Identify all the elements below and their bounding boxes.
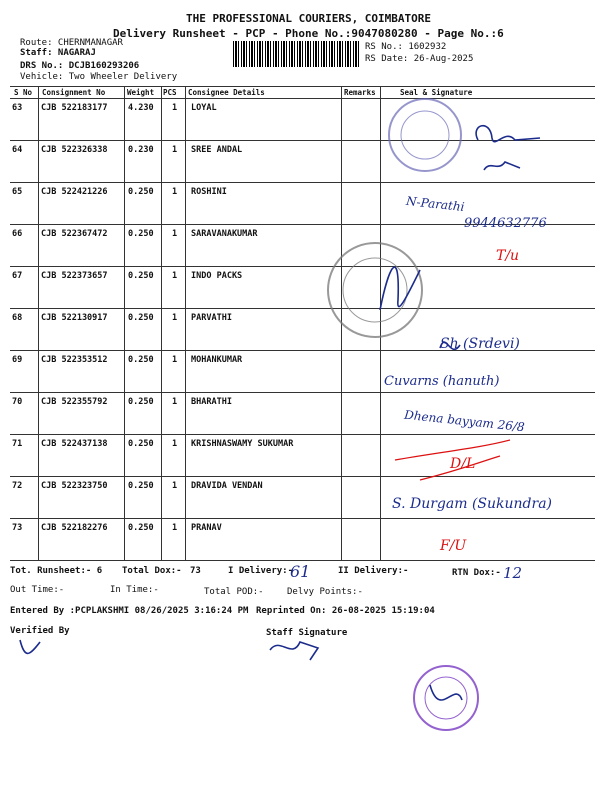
handwriting-phone-66: 9944632776 bbox=[464, 216, 547, 231]
row-consignment: CJB 522353512 bbox=[41, 355, 108, 365]
row-sno: 70 bbox=[12, 397, 23, 407]
row-consignment: CJB 522183177 bbox=[41, 103, 108, 113]
i-delivery-label: I Delivery:- bbox=[228, 566, 294, 576]
col-sno: S No bbox=[14, 88, 33, 97]
ii-delivery-label: II Delivery:- bbox=[338, 566, 409, 576]
row-consignment: CJB 522326338 bbox=[41, 145, 108, 155]
handwriting-name-65: N-Parathi bbox=[405, 193, 466, 215]
row-pcs: 1 bbox=[172, 355, 178, 365]
row-sno: 66 bbox=[12, 229, 23, 239]
staff-signature-label: Staff Signature bbox=[266, 628, 348, 638]
rtn-dox-value: 12 bbox=[503, 564, 523, 582]
row-consignment: CJB 522437138 bbox=[41, 439, 108, 449]
row-sno: 69 bbox=[12, 355, 23, 365]
row-sno: 68 bbox=[12, 313, 23, 323]
row-weight: 0.250 bbox=[128, 187, 154, 197]
row-sno: 71 bbox=[12, 439, 23, 449]
row-consignment: CJB 522182276 bbox=[41, 523, 108, 533]
row-consignment: CJB 522421226 bbox=[41, 187, 108, 197]
row-pcs: 1 bbox=[172, 313, 178, 323]
col-seal-signature: Seal & Signature bbox=[400, 88, 473, 97]
handwriting-mark-66: T/u bbox=[496, 248, 520, 264]
drs-number: DRS No.: DCJB160293206 bbox=[20, 61, 140, 71]
row-weight: 0.250 bbox=[128, 229, 154, 239]
row-sno: 64 bbox=[12, 145, 23, 155]
row-weight: 0.250 bbox=[128, 481, 154, 491]
col-weight: Weight bbox=[127, 88, 155, 97]
row-sno: 73 bbox=[12, 523, 23, 533]
row-pcs: 1 bbox=[172, 481, 178, 491]
col-consignee: Consignee Details bbox=[188, 88, 265, 97]
handwriting-sign-68: Sh (Srdevi) bbox=[440, 336, 520, 352]
row-consignee: INDO PACKS bbox=[191, 271, 243, 281]
row-pcs: 1 bbox=[172, 187, 178, 197]
row-pcs: 1 bbox=[172, 397, 178, 407]
reprinted-on: Reprinted On: 26-08-2025 15:19:04 bbox=[256, 606, 435, 616]
verified-by: Verified By bbox=[10, 626, 70, 636]
runsheet-subtitle: Delivery Runsheet - PCP - Phone No.:9047080280 - Page No.:6 bbox=[113, 27, 504, 40]
row-consignee: LOYAL bbox=[191, 103, 217, 113]
row-consignee: BHARATHI bbox=[191, 397, 232, 407]
rtn-dox-label: RTN Dox:- bbox=[452, 568, 501, 578]
seal-stamp-loyal bbox=[389, 99, 461, 171]
row-sno: 67 bbox=[12, 271, 23, 281]
seal-stamp-indo-packs bbox=[328, 243, 422, 337]
route: Route: CHERNMANAGAR bbox=[20, 38, 123, 48]
out-time: Out Time:- bbox=[10, 585, 65, 595]
row-pcs: 1 bbox=[172, 103, 178, 113]
row-pcs: 1 bbox=[172, 523, 178, 533]
handwriting-sign-69: Cuvarns (hanuth) bbox=[384, 374, 500, 389]
row-sno: 72 bbox=[12, 481, 23, 491]
row-consignee: PRANAV bbox=[191, 523, 222, 533]
row-pcs: 1 bbox=[172, 271, 178, 281]
row-consignment: CJB 522367472 bbox=[41, 229, 108, 239]
col-remarks: Remarks bbox=[344, 88, 376, 97]
row-consignee: KRISHNASWAMY SUKUMAR bbox=[191, 439, 294, 449]
row-weight: 4.230 bbox=[128, 103, 154, 113]
row-pcs: 1 bbox=[172, 439, 178, 449]
in-time: In Time:- bbox=[110, 585, 159, 595]
row-consignee: PARVATHI bbox=[191, 313, 232, 323]
col-pcs: PCS bbox=[163, 88, 177, 97]
row-consignment: CJB 522323750 bbox=[41, 481, 108, 491]
col-consignment: Consignment No bbox=[42, 88, 106, 97]
row-pcs: 1 bbox=[172, 229, 178, 239]
company-title: THE PROFESSIONAL COURIERS, COIMBATORE bbox=[186, 12, 432, 25]
row-sno: 63 bbox=[12, 103, 23, 113]
row-consignee: ROSHINI bbox=[191, 187, 227, 197]
tot-runsheet: Tot. Runsheet:- 6 bbox=[10, 566, 103, 576]
handwriting-mark-71: D/L bbox=[450, 456, 476, 472]
handwriting-sign-70: Dhena bayyam 26/8 bbox=[403, 407, 526, 435]
rs-number: RS No.: 1602932 bbox=[365, 42, 447, 52]
row-weight: 0.250 bbox=[128, 313, 154, 323]
handwriting-mark-73: F/U bbox=[440, 538, 467, 554]
total-pod: Total POD:- bbox=[204, 587, 264, 597]
row-sno: 65 bbox=[12, 187, 23, 197]
row-consignee: SREE ANDAL bbox=[191, 145, 243, 155]
entered-by: Entered By :PCPLAKSHMI 08/26/2025 3:16:24 PM bbox=[10, 606, 249, 616]
row-weight: 0.250 bbox=[128, 439, 154, 449]
total-dox-value: 73 bbox=[190, 566, 201, 576]
row-weight: 0.250 bbox=[128, 523, 154, 533]
handwriting-sign-72: S. Durgam (Sukundra) bbox=[392, 496, 553, 512]
delvy-points: Delvy Points:- bbox=[287, 587, 363, 597]
row-consignment: CJB 522355792 bbox=[41, 397, 108, 407]
row-consignee: SARAVANAKUMAR bbox=[191, 229, 258, 239]
total-dox-label: Total Dox:- bbox=[122, 566, 182, 576]
row-pcs: 1 bbox=[172, 145, 178, 155]
vehicle: Vehicle: Two Wheeler Delivery bbox=[20, 72, 178, 82]
row-consignee: DRAVIDA VENDAN bbox=[191, 481, 263, 491]
row-consignment: CJB 522373657 bbox=[41, 271, 108, 281]
staff: Staff: NAGARAJ bbox=[20, 48, 96, 58]
row-consignee: MOHANKUMAR bbox=[191, 355, 243, 365]
row-weight: 0.250 bbox=[128, 397, 154, 407]
row-consignment: CJB 522130917 bbox=[41, 313, 108, 323]
row-weight: 0.250 bbox=[128, 355, 154, 365]
i-delivery-value: 61 bbox=[290, 562, 311, 581]
row-weight: 0.250 bbox=[128, 271, 154, 281]
rs-date: RS Date: 26-Aug-2025 bbox=[365, 54, 474, 64]
row-weight: 0.230 bbox=[128, 145, 154, 155]
